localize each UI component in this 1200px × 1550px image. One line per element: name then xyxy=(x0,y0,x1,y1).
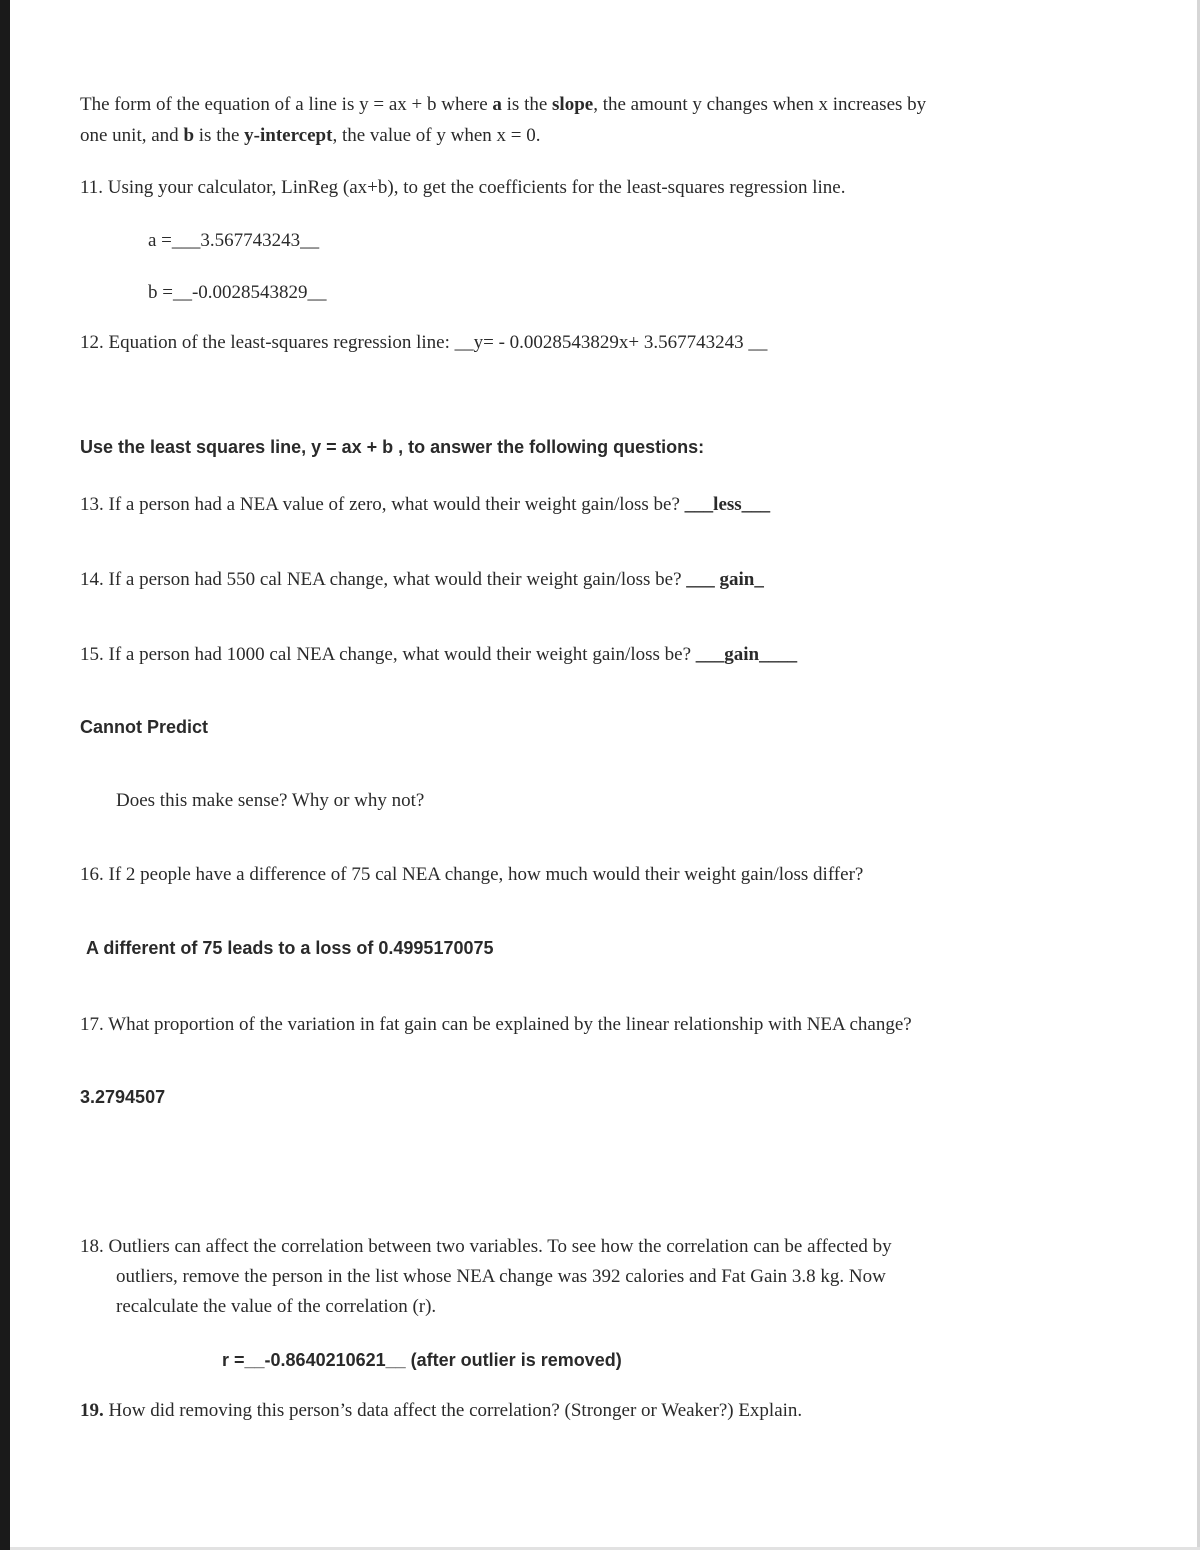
correlation-r-answer: r =__-0.8640210621__ (after outlier is removed) xyxy=(222,1350,622,1370)
question-13-answer: ___less___ xyxy=(684,494,771,515)
left-border-bar xyxy=(0,0,10,1550)
question-18-line-2: outliers, remove the person in the list whose NEA change was 392 calories and Fat Gain 3.8 kg. Now xyxy=(116,1266,886,1287)
answer-cannot-predict: Cannot Predict xyxy=(80,717,209,737)
question-17: 17. What proportion of the variation in fat gain can be explained by the linear relationship with NEA change? xyxy=(80,1014,912,1035)
intro-text: is the xyxy=(194,125,245,146)
question-15 xyxy=(80,640,797,670)
question-13 xyxy=(80,490,770,520)
intro-text: is the xyxy=(501,94,553,115)
intro-slope-bold: slope xyxy=(552,94,594,115)
intro-text: one unit, and xyxy=(80,125,184,146)
question-15-answer: ___gain____ xyxy=(695,644,798,665)
question-12-equation: 12. Equation of the least-squares regression line: __y= - 0.0028543829x+ 3.567743243 __ xyxy=(80,332,768,353)
question-18-line-3: recalculate the value of the correlation (r). xyxy=(116,1296,437,1317)
intro-text: , the value of y when x = 0. xyxy=(332,125,541,146)
question-18-line-1: 18. Outliers can affect the correlation between two variables. To see how the correlation can be affected by xyxy=(80,1236,892,1257)
question-16-answer: A different of 75 leads to a loss of 0.4995170075 xyxy=(86,938,494,958)
question-13-text: 13. If a person had a NEA value of zero, what would their weight gain/loss be? xyxy=(80,494,685,515)
coefficient-b-answer: b =__-0.0028543829__ xyxy=(148,282,327,303)
question-14-text: 14. If a person had 550 cal NEA change, what would their weight gain/loss be? xyxy=(80,569,687,590)
question-17-answer: 3.2794507 xyxy=(80,1087,166,1107)
intro-line-1 xyxy=(80,90,926,120)
section-heading: Use the least squares line, y = ax + b , to answer the following questions: xyxy=(80,437,705,457)
intro-text: , the amount y changes when x increases by xyxy=(593,94,927,115)
question-16: 16. If 2 people have a difference of 75 cal NEA change, how much would their weight gain/loss differ? xyxy=(80,864,864,885)
question-19 xyxy=(80,1396,802,1426)
intro-line-2 xyxy=(80,121,541,151)
intro-text: The form of the equation of a line is y = ax + b where xyxy=(80,94,493,115)
question-15-text: 15. If a person had 1000 cal NEA change, what would their weight gain/loss be? xyxy=(80,644,696,665)
intro-a-bold: a xyxy=(492,94,502,115)
question-14 xyxy=(80,565,764,595)
question-19-number: 19. xyxy=(80,1400,104,1421)
intro-y-intercept-bold: y-intercept xyxy=(244,125,333,146)
question-19-text: How did removing this person’s data affect the correlation? (Stronger or Weaker?) Explain. xyxy=(103,1400,803,1421)
coefficient-a-answer: a =___3.567743243__ xyxy=(148,230,320,251)
question-11: 11. Using your calculator, LinReg (ax+b), to get the coefficients for the least-squares regression line. xyxy=(80,177,846,198)
makes-sense-prompt: Does this make sense? Why or why not? xyxy=(116,790,425,811)
intro-b-bold: b xyxy=(183,125,195,146)
question-14-answer: ___ gain_ xyxy=(686,569,764,590)
